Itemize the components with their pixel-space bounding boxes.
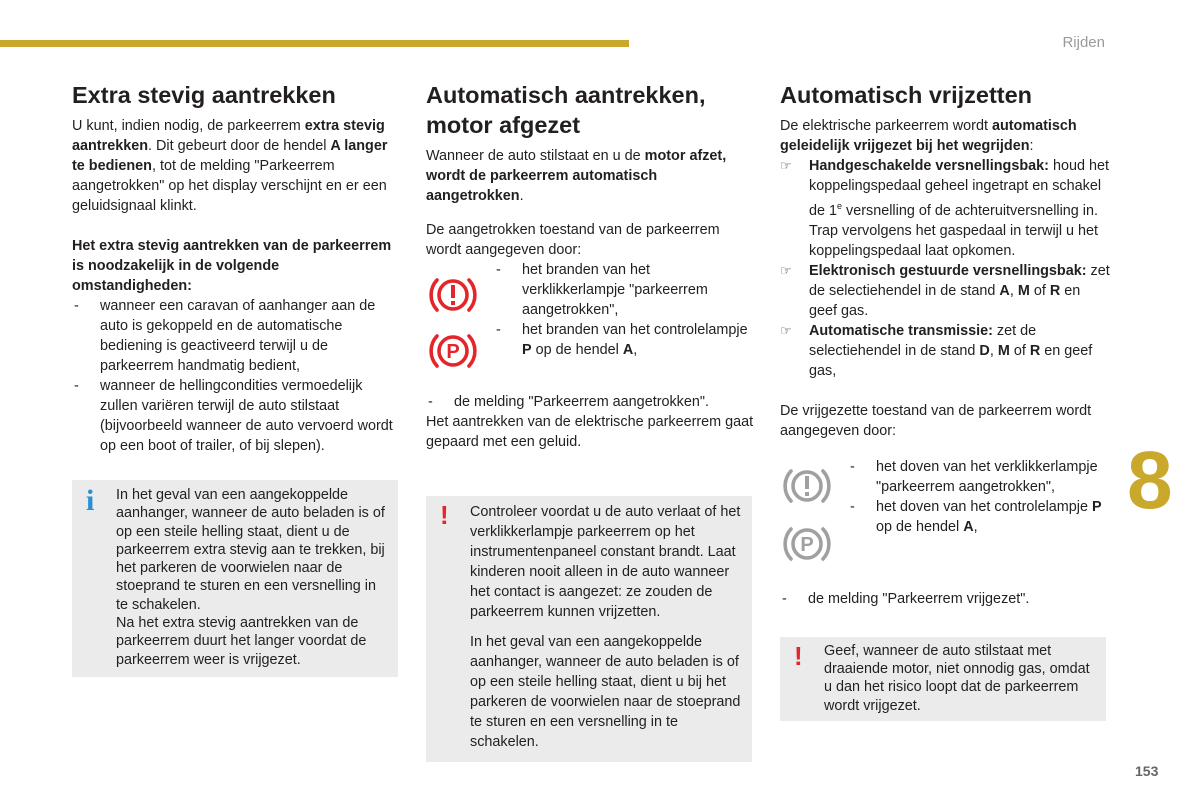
brake-warning-icon xyxy=(780,461,834,511)
lamp-list xyxy=(494,260,756,360)
message-list xyxy=(780,589,1110,609)
note-text: Na het extra stevig aantrekken van de parkeerrem duurt het langer voordat de parkeerrem weer is vrijgezet. xyxy=(116,615,367,668)
list-item: - het doven van het verklikkerlampje "parkeerrem aangetrokken", xyxy=(848,457,1110,497)
list-item: - de melding "Parkeerrem aangetrokken". xyxy=(426,392,756,412)
list-item: ☞ Handgeschakelde versnellingsbak: houd het koppelingspedaal geheel ingetrapt en schakel de 1e versnelling of de achteruitversnelling in. Trap vervolgens het gaspedaal in terwijl u het koppelingspedaal laat opkomen. xyxy=(780,158,1109,259)
warning-icon: ! xyxy=(794,640,803,671)
svg-text:P: P xyxy=(446,341,460,363)
hand-pointer-icon: ☞ xyxy=(780,262,792,278)
hand-pointer-icon: ☞ xyxy=(780,322,792,338)
list-item: - wanneer een caravan of aanhanger aan de auto is gekoppeld en de automatische bediening is geactiveerd terwijl u de parkeerrem handmatig bedient, xyxy=(72,296,400,376)
message-list xyxy=(426,392,756,412)
note-text: Geef, wanneer de auto stilstaat met draaiende motor, niet onnodig gas, omdat u dan het risico loopt dat de parkeerrem wordt vrijgezet. xyxy=(824,642,1090,714)
note-text: In het geval van een aangekoppelde aanhanger, wanneer de auto beladen is of op een steile helling staat, dient u bij het parkeren de voorwielen naar de stoeprand te sturen en een versnelling in te schakelen. xyxy=(470,634,741,750)
brake-warning-icon xyxy=(426,270,480,320)
intro-paragraph: U kunt, indien nodig, de parkeerrem extra stevig aantrekken. Dit gebeurt door de hendel A langer te bedienen, tot de melding "Parkeerrem aangetrokken" op het display verschijnt en er een geluidsignaal klinkt. xyxy=(72,118,388,214)
note-text: In het geval van een aangekoppelde aanhanger, wanneer de auto beladen is of op een steile helling staat, dient u de parkeerrem extra stevig aan te trekken, bij het parkeren de voorwielen naar de stoeprand te sturen en een versnelling in te schakelen. xyxy=(116,487,385,613)
section-title: Extra stevig aantrekken xyxy=(72,82,336,108)
section-label: Rijden xyxy=(1062,34,1105,51)
hand-pointer-icon: ☞ xyxy=(780,158,792,173)
svg-text:P: P xyxy=(800,533,814,556)
list-item: - de melding "Parkeerrem vrijgezet". xyxy=(780,589,1110,609)
intro-paragraph: Wanneer de auto stilstaat en u de motor afzet, wordt de parkeerrem automatisch aangetrokken. xyxy=(426,148,727,204)
warning-note xyxy=(780,637,1106,721)
circumstance-list xyxy=(72,296,400,456)
list-item: ☞ Elektronisch gestuurde versnellingsbak: zet de selectiehendel in de stand A, M of R en geef gas. xyxy=(780,262,1110,319)
release-steps-list xyxy=(780,156,1110,381)
chapter-number: 8 xyxy=(1127,435,1173,526)
sound-paragraph: Het aantrekken van de elektrische parkeerrem gaat gepaard met een geluid. xyxy=(426,414,754,450)
warning-icon: ! xyxy=(440,500,449,530)
parking-brake-icon xyxy=(426,326,480,376)
header-accent-bar xyxy=(0,40,629,47)
list-item: - het branden van het verklikkerlampje "parkeerrem aangetrokken", xyxy=(494,260,756,320)
lamp-indicator-group xyxy=(780,457,1110,569)
indicated-paragraph: De vrijgezette toestand van de parkeerrem wordt aangegeven door: xyxy=(780,402,1092,439)
info-icon: i xyxy=(86,484,95,517)
necessary-heading: Het extra stevig aantrekken van de parkeerrem is noodzakelijk in de volgende omstandigheden: xyxy=(72,238,392,294)
intro-paragraph: De elektrische parkeerrem wordt automatisch geleidelijk vrijgezet bij het wegrijden: xyxy=(780,118,1077,154)
parking-brake-icon xyxy=(780,519,834,569)
list-item: - wanneer de hellingcondities vermoedelijk zullen variëren terwijl de auto stilstaat (bijvoorbeeld wanneer de auto vervoerd wordt op een boot of trailer, of bij slepen). xyxy=(72,376,400,456)
indicated-paragraph: De aangetrokken toestand van de parkeerrem wordt aangegeven door: xyxy=(426,222,720,258)
lamp-indicator-group xyxy=(426,260,756,376)
warning-note xyxy=(426,496,752,762)
list-item: - het doven van het controlelampje P op de hendel A, xyxy=(848,497,1110,537)
page-number: 153 xyxy=(1135,763,1159,779)
column-automatisch-vrijzetten xyxy=(780,80,1110,721)
note-text: Controleer voordat u de auto verlaat of het verklikkerlampje parkeerrem op het instrumentenpaneel constant brandt. Laat kinderen nooit alleen in de auto wanneer het contact is aangezet: ze zouden de parkeerrem kunnen vrijzetten. xyxy=(470,504,741,620)
section-title: Automatisch vrijzetten xyxy=(780,82,1033,108)
column-extra-stevig xyxy=(72,80,400,677)
list-item: - het branden van het controlelampje P op de hendel A, xyxy=(494,320,756,360)
info-note xyxy=(72,480,398,677)
lamp-list xyxy=(848,457,1110,537)
column-automatisch-aantrekken xyxy=(426,80,756,762)
list-item: ☞ Automatische transmissie: zet de selectiehendel in de stand D, M of R en geef gas, xyxy=(780,322,1093,379)
section-title: Automatisch aantrekken, motor afgezet xyxy=(426,82,706,138)
